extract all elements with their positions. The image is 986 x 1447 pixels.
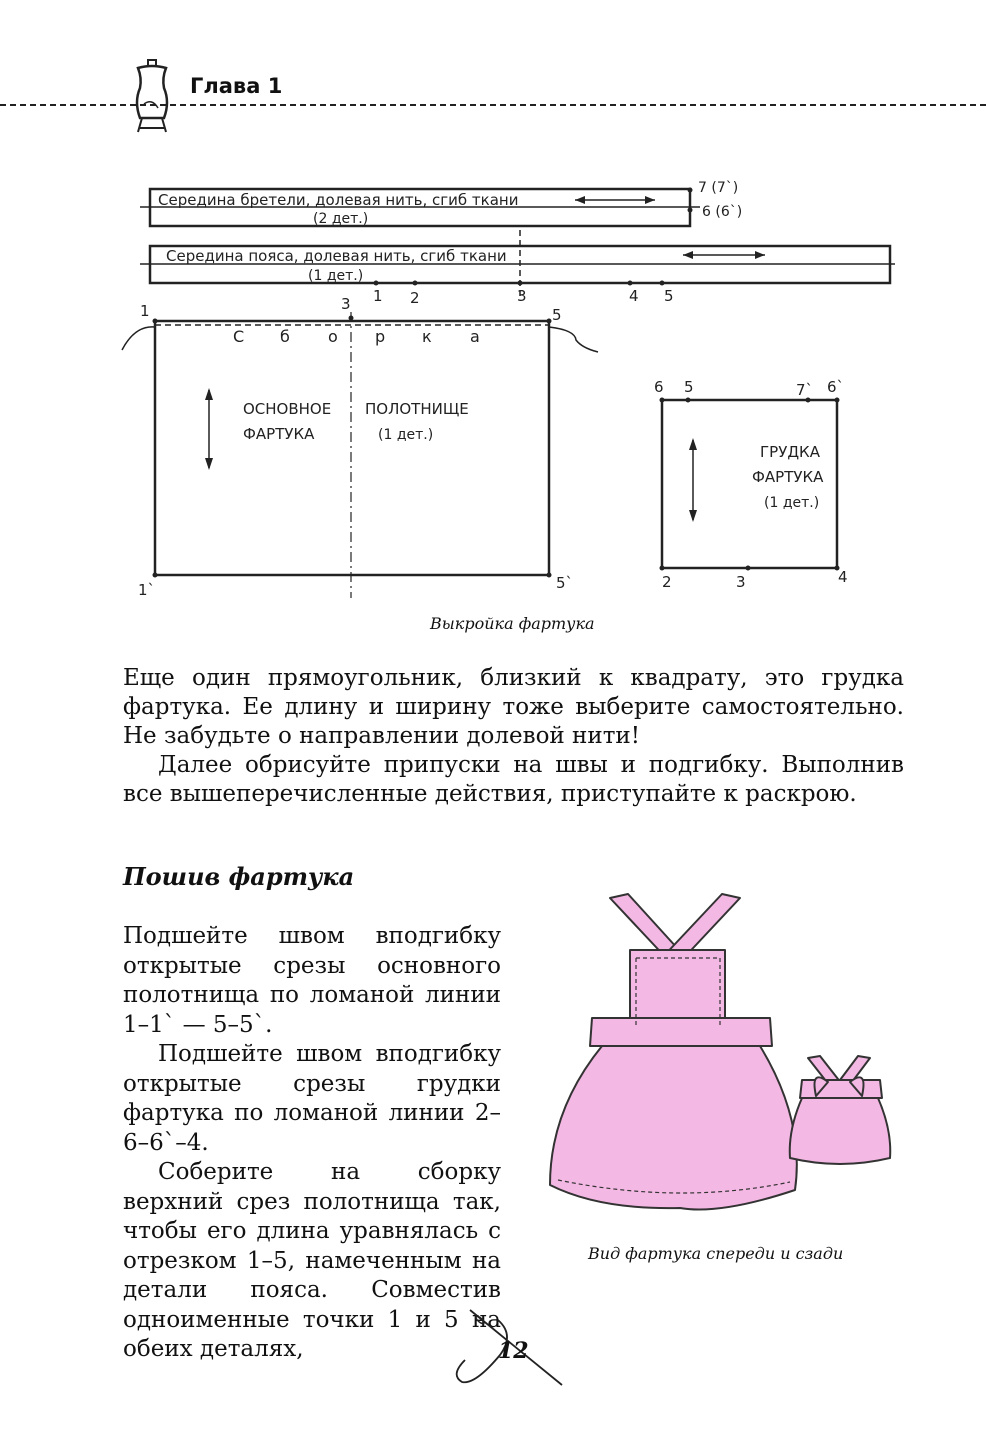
bib-point-5: 5: [684, 378, 694, 396]
strap-label: Середина бретели, долевая нить, сгиб ткани: [158, 191, 519, 209]
bib-point-2: 2: [662, 573, 672, 591]
main-point-1b: 1`: [138, 581, 156, 599]
bib-label-line2: ФАРТУКА: [752, 468, 824, 486]
page-number: 12: [498, 1338, 529, 1364]
illustration-caption: Вид фартука спереди и сзади: [588, 1244, 844, 1263]
belt-point-4: 4: [629, 287, 639, 305]
main-point-3: 3: [341, 295, 351, 313]
strap-point-7: 7 (7`): [698, 180, 739, 196]
section-paragraph-3: Соберите на сборку верхний срез полотнища так, чтобы его длина уравнялась с отрезком 1–5, намеченным на детали пояса. Совместив одноименные точки 1 и 5 на обеих деталях,: [123, 1159, 501, 1362]
main-point-5: 5: [552, 306, 562, 324]
main-label-right: ПОЛОТНИЩЕ: [365, 400, 469, 418]
bib-label-line1: ГРУДКА: [760, 443, 820, 461]
dress-form-icon: [128, 58, 176, 136]
belt-point-2: 2: [410, 289, 420, 307]
section-title: Пошив фартука: [123, 862, 355, 891]
main-label-line1: ОСНОВНОЕ: [243, 400, 332, 418]
section-paragraph-1: Подшейте швом вподгибку открытые срезы основного полотнища по ломаной линии 1–1` — 5–5`.: [123, 923, 501, 1038]
gather-letter: а: [470, 327, 480, 346]
main-point-1: 1: [140, 302, 150, 320]
bib-point-4: 4: [838, 568, 848, 586]
chapter-title: Глава 1: [190, 74, 283, 98]
belt-point-5: 5: [664, 287, 674, 305]
gather-letter: р: [375, 327, 386, 346]
paragraph-1: Еще один прямоугольник, близкий к квадрату, это грудка фартука. Ее длину и ширину тоже выберите самостоятельно. Не забудьте о направлении долевой нити!: [123, 665, 904, 749]
section-paragraph-2: Подшейте швом вподгибку открытые срезы грудки фартука по ломаной линии 2–6–6`–4.: [123, 1041, 501, 1156]
bib-point-7b: 7`: [796, 381, 814, 399]
bib-point-3: 3: [736, 573, 746, 591]
pattern-caption: Выкройка фартука: [430, 614, 595, 633]
bib-point-6: 6: [654, 378, 664, 396]
main-label-line2: ФАРТУКА: [243, 425, 315, 443]
apron-illustration: [540, 890, 900, 1230]
body-text: [123, 664, 904, 809]
bib-point-6b: 6`: [827, 378, 845, 396]
gather-letter: о: [328, 327, 338, 346]
header-divider: [0, 104, 986, 106]
gather-letter: б: [280, 327, 290, 346]
bib-count: (1 дет.): [764, 495, 820, 511]
main-point-5b: 5`: [556, 574, 574, 592]
belt-point-3: 3: [517, 287, 527, 305]
strap-count: (2 дет.): [313, 211, 369, 227]
gather-letter: С: [233, 327, 245, 346]
belt-point-1: 1: [373, 287, 383, 305]
main-count: (1 дет.): [378, 427, 434, 443]
apron-pattern-diagram: [0, 170, 986, 610]
belt-label: Середина пояса, долевая нить, сгиб ткани: [166, 247, 507, 265]
gather-letter: к: [422, 327, 432, 346]
strap-point-6: 6 (6`): [702, 204, 743, 220]
main-panel-piece: [155, 321, 549, 575]
belt-count: (1 дет.): [308, 268, 364, 284]
paragraph-2: Далее обрисуйте припуски на швы и подгибку. Выполнив все вышеперечисленные действия, приступайте к раскрою.: [123, 752, 904, 807]
section-text: [123, 922, 501, 1365]
